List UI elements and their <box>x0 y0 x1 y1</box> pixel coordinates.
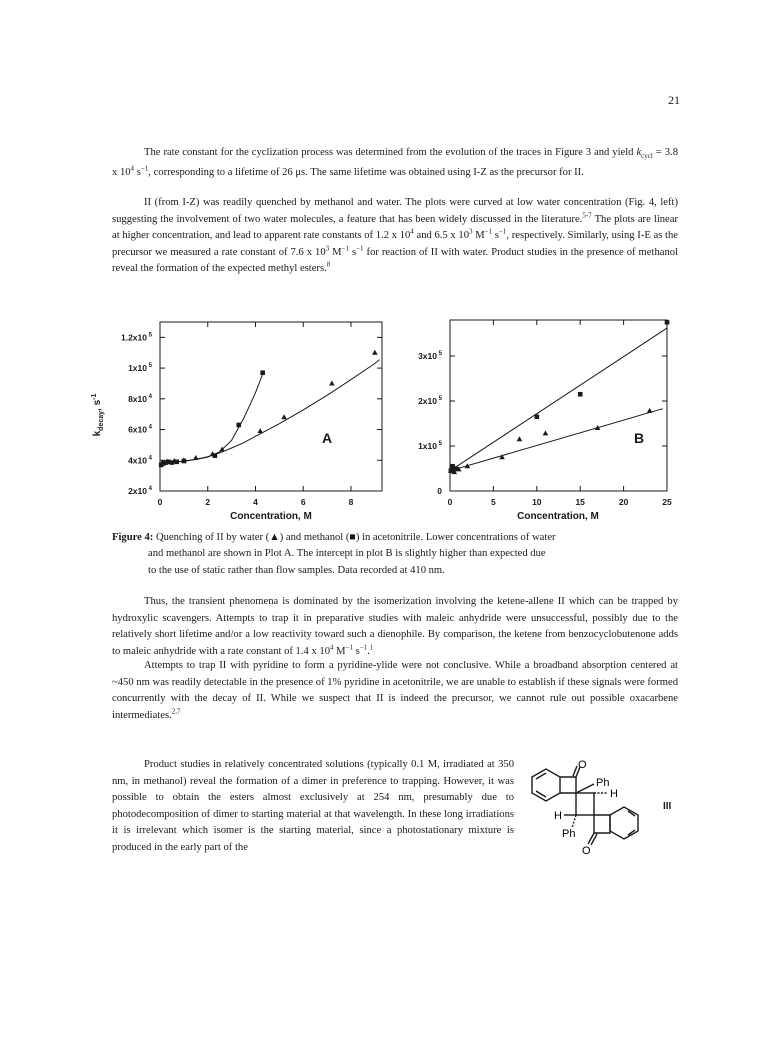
data-point-square <box>453 466 458 471</box>
x-tick-label: 0 <box>157 497 163 507</box>
paragraph-1: The rate constant for the cyclization process was determined from the evolution of the traces in Figure 3 and yield $k_{cycl} = 3.8$ x $10^4$ $s^{-1}$, corresponding to a lifetime of 26 μs. The same lifetime was obtained using I-Z as the precursor for II. <box>112 147 678 178</box>
x-tick-label: 15 <box>575 497 585 507</box>
data-point-square <box>236 423 241 428</box>
structure-iii <box>522 760 662 860</box>
paragraph-2: II (from I-Z) was readily quenched by methanol and water. The plots were curved at low water concentration (Fig. 4, left) suggesting the involvement of two water molecules, a feature that has been widely discussed in the literature.$^{5-7}$ The plots are linear at higher concentration, and lead to apparent rate constants of 1.2 x $10^4$ and 6.5 x $10^3$ $M^{-1}$ $s^{-1}$, respectively. Similarly, using I-E as the precursor we measured a rate constant of 7.6 x $10^3$ $M^{-1}$ $s^{-1}$ for reaction of II with water. Product studies in the presence of methanol reveal the formation of the expected methyl esters.$^8$ <box>112 197 678 275</box>
x-tick-label: 10 <box>532 497 542 507</box>
y-tick-label: 2x10 $^4$ <box>128 486 152 496</box>
data-point-triangle <box>647 408 653 413</box>
fit-line-triangle <box>161 360 379 463</box>
figure-caption: Figure 4: Quenching of II by water (▲) and methanol (■) in acetonitrile. Lower concentrations of water and methanol are shown in Plot A. The intercept in plot B is slightly higher than expected due to the use of static rather than flow samples. Data recorded at 410 nm. <box>112 532 556 576</box>
x-tick-label: 20 <box>618 497 629 507</box>
figure-label: Figure 4: <box>112 532 154 543</box>
y-tick-label: 2x10 $^5$ <box>418 396 442 406</box>
data-point-square <box>578 392 583 397</box>
y-tick-label: 0 <box>437 486 442 496</box>
plot-a-ylabel: $k_{decay}$, $s^{-1}$ <box>91 393 105 437</box>
x-tick-label: 6 <box>300 497 306 507</box>
data-point-square <box>260 370 265 375</box>
data-point-square <box>174 460 179 465</box>
data-point-triangle <box>543 430 549 435</box>
bottom-benzene-ring <box>610 807 638 839</box>
atom-o-top: O <box>578 760 587 771</box>
y-tick-label: 1x10 $^5$ <box>128 363 152 374</box>
x-tick-label: 25 <box>662 497 672 507</box>
data-point-square <box>170 460 175 465</box>
y-tick-label: 1x10 $^5$ <box>418 441 442 451</box>
data-point-triangle <box>517 436 523 441</box>
y-tick-label: 6x10 $^4$ <box>128 424 152 435</box>
plot-a-frame <box>160 322 382 491</box>
y-tick-label: 8x10 $^4$ <box>128 393 152 404</box>
fit-line-square <box>161 374 262 464</box>
plot-b-panel-label: B <box>634 430 645 446</box>
atom-o-bottom: O <box>582 845 591 857</box>
data-point-triangle <box>329 380 335 385</box>
y-tick-label: 1.2x10 $^5$ <box>120 332 152 343</box>
x-tick-label: 4 <box>253 497 258 507</box>
data-point-triangle <box>257 428 263 433</box>
x-tick-label: 5 <box>491 497 496 507</box>
data-point-triangle <box>281 414 287 419</box>
plot-b-xlabel: Concentration, M <box>517 511 599 522</box>
paragraph-3: Thus, the transient phenomena is dominated by the isomerization involving the ketene-allene II which can be trapped by hydroxylic scavengers. Attempts to trap it in preparative studies with maleic anhydride were unsuccessful, possibly due to the relatively short lifetime and/or a low reactivity toward such a dienophile. By comparison, the ketene from benzocyclobutenone adds to maleic anhydride with a rate constant of 1.4 x $10^4$ $M^{-1}$ $s^{-1}.^1$ <box>112 596 678 657</box>
data-point-square <box>665 320 670 325</box>
y-tick-label: 3x10 $^5$ <box>418 351 442 361</box>
atom-ph-bottom: Ph <box>562 828 576 840</box>
x-tick-label: 0 <box>447 497 453 507</box>
page-number: 21 <box>668 93 680 107</box>
data-point-square <box>182 459 187 464</box>
data-point-square <box>213 453 218 458</box>
atom-h-right: H <box>610 788 618 800</box>
compound-label: III <box>663 801 672 812</box>
data-point-square <box>535 414 540 419</box>
atom-h-left: H <box>554 810 562 822</box>
data-point-triangle <box>372 350 378 355</box>
x-tick-label: 8 <box>348 497 354 507</box>
y-tick-label: 4x10 $^4$ <box>128 455 152 466</box>
plot-a-xlabel: Concentration, M <box>230 511 312 522</box>
data-point-triangle <box>465 463 471 468</box>
data-point-triangle <box>193 455 199 460</box>
plot-a-panel-label: A <box>322 430 333 446</box>
plot-b-frame <box>450 320 667 491</box>
fit-line-triangle <box>450 409 663 471</box>
paragraph-4: Attempts to trap II with pyridine to form a pyridine-ylide were not conclusive. While a broadband absorption centered at ~450 nm was readily detectable in the presence of 1% pyridine in acetonitrile, we are unable to establish if these signals were formed concurrently with the decay of II. While we suspect that II is indeed the precursor, we cannot rule out possible oxacarbene intermediates.$^{2,7}$ <box>112 660 678 721</box>
x-tick-label: 2 <box>205 497 211 507</box>
fit-line-square <box>450 328 667 471</box>
plot-b <box>400 315 672 522</box>
plot-a <box>60 315 390 522</box>
paragraph-5: Product studies in relatively concentrated solutions (typically 0.1 M, irradiated at 350 nm, in methanol) reveal the formation of a dimer in preference to trapping. However, it was possible to obtain the esters almost exclusively at 254 nm, presumably due to photodecomposition of dimer to starting material at that wavelength. In these long irradiations it is irrelevant which isomer is the starting material, since a photostationary mixture is produced in the early part of the <box>112 759 514 853</box>
atom-ph-top: Ph <box>596 777 610 789</box>
